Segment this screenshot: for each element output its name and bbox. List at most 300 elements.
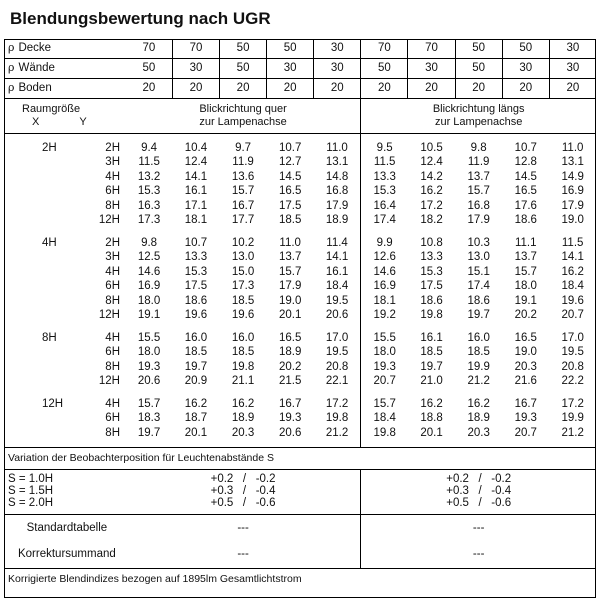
rho-value: 20 xyxy=(126,79,173,99)
ugr-value: 14.9 xyxy=(561,170,584,183)
table-row xyxy=(4,309,596,324)
ugr-value: 19.7 xyxy=(467,309,490,321)
ugr-value: 16.2 xyxy=(420,397,443,410)
ugr-value: 17.5 xyxy=(184,280,208,292)
ugr-value: 9.7 xyxy=(235,141,252,154)
ugr-value: 20.2 xyxy=(514,309,537,321)
y-value: 6H xyxy=(105,346,120,358)
x-value xyxy=(8,281,68,293)
x-value xyxy=(8,215,68,227)
ugr-value: 12.4 xyxy=(420,156,443,168)
spacing-label: S = 1.5H xyxy=(8,484,54,497)
ugr-value: 16.5 xyxy=(514,331,537,344)
ugr-value: 11.4 xyxy=(314,236,361,251)
rho-value: 50 xyxy=(267,39,314,59)
x-value xyxy=(8,428,68,440)
variation-quer: +0.2 / -0.2 xyxy=(126,474,361,486)
rho-value: 30 xyxy=(172,59,219,79)
ugr-value: 18.1 xyxy=(184,214,208,226)
rho-value: 50 xyxy=(220,39,267,59)
rho-value: 20 xyxy=(408,79,455,99)
rho-symbol: ρ xyxy=(8,41,15,55)
rho-row-decke xyxy=(4,39,596,59)
ugr-value: 16.2 xyxy=(467,397,490,410)
x-value xyxy=(8,362,68,374)
ugr-value: 14.2 xyxy=(420,170,443,183)
ugr-value: 10.4 xyxy=(184,141,208,154)
table-row xyxy=(4,141,596,156)
rho-value: 70 xyxy=(172,39,219,59)
ugr-value: 17.7 xyxy=(231,214,255,226)
ugr-value: 12.8 xyxy=(514,156,537,168)
ugr-value: 16.2 xyxy=(561,265,584,278)
y-value: 4H xyxy=(105,331,120,344)
table-row xyxy=(4,397,596,412)
ugr-value: 18.5 xyxy=(467,346,490,358)
ugr-value: 10.8 xyxy=(420,236,443,249)
rho-row-boden xyxy=(4,79,596,99)
rho-value: 50 xyxy=(126,59,173,79)
ugr-value: 14.6 xyxy=(137,265,161,278)
ugr-value: 13.2 xyxy=(137,170,161,183)
x-value: 2H xyxy=(42,141,57,154)
ugr-value: 15.7 xyxy=(467,185,490,197)
rho-label-waende: Wände xyxy=(18,62,55,75)
ugr-value: 18.2 xyxy=(420,214,443,226)
ugr-value: 19.8 xyxy=(373,426,396,439)
y-value: 4H xyxy=(105,397,120,410)
rho-value: 50 xyxy=(220,59,267,79)
y-value: 3H xyxy=(105,156,120,168)
ugr-value: 18.0 xyxy=(137,346,161,358)
rho-value: 30 xyxy=(408,59,455,79)
ugr-value: 21.6 xyxy=(514,375,537,387)
y-value: 12H xyxy=(98,214,120,226)
table-row xyxy=(4,199,596,214)
ugr-value: 11.0 xyxy=(561,141,584,154)
x-header: X xyxy=(32,116,40,128)
korrektursummand-row xyxy=(4,542,596,568)
ugr-value: 19.0 xyxy=(278,294,302,307)
ugr-value: 16.7 xyxy=(514,397,537,410)
ugr-value: 19.3 xyxy=(278,412,302,424)
rho-value: 20 xyxy=(314,79,361,99)
table-row xyxy=(4,346,596,361)
ugr-value: 20.7 xyxy=(514,426,537,439)
ugr-value: 18.6 xyxy=(420,294,443,307)
ugr-value: 19.6 xyxy=(231,309,255,321)
x-value xyxy=(8,186,68,198)
ugr-value: 20.1 xyxy=(278,309,302,321)
rho-row-waende xyxy=(4,59,596,79)
y-value: 12H xyxy=(98,309,120,321)
rho-value: 70 xyxy=(126,39,173,59)
variation-label-row xyxy=(4,447,596,469)
y-value: 6H xyxy=(105,412,120,424)
ugr-value: 12.4 xyxy=(184,156,208,168)
x-value xyxy=(8,310,68,322)
rho-value: 20 xyxy=(172,79,219,99)
spacer-row xyxy=(4,323,596,331)
ugr-value: 19.0 xyxy=(561,214,584,226)
rho-value: 30 xyxy=(314,59,361,79)
ugr-value: 16.5 xyxy=(278,185,302,197)
ugr-value: 19.6 xyxy=(561,294,584,307)
ugr-value: 13.3 xyxy=(184,251,208,263)
ugr-value: 15.7 xyxy=(137,397,161,410)
ugr-value: 14.6 xyxy=(373,265,396,278)
ugr-value: 17.2 xyxy=(420,199,443,212)
ugr-value: 15.5 xyxy=(373,331,396,344)
ugr-value: 18.1 xyxy=(373,294,396,307)
y-value: 8H xyxy=(105,360,120,373)
x-value xyxy=(8,347,68,359)
ugr-value: 17.2 xyxy=(561,397,584,410)
y-value: 2H xyxy=(105,236,120,249)
ugr-value: 21.2 xyxy=(561,426,584,439)
ugr-value: 13.0 xyxy=(467,251,490,263)
ugr-value: 18.5 xyxy=(420,346,443,358)
variation-row xyxy=(4,474,596,486)
ugr-value: 19.8 xyxy=(314,412,361,427)
ugr-value: 16.1 xyxy=(420,331,443,344)
rho-symbol: ρ xyxy=(8,81,15,95)
ugr-value: 12.5 xyxy=(137,251,161,263)
ugr-value: 18.5 xyxy=(278,214,302,226)
x-value xyxy=(8,172,68,184)
ugr-value: 10.5 xyxy=(420,141,443,154)
standardtabelle-label: Standardtabelle xyxy=(4,514,126,542)
rho-value: 70 xyxy=(361,39,408,59)
quer-header-line2: zur Lampenachse xyxy=(199,116,287,128)
ugr-value: 20.1 xyxy=(184,426,208,439)
y-value: 8H xyxy=(105,199,120,212)
ugr-value: 19.3 xyxy=(373,360,396,373)
ugr-value: 16.5 xyxy=(278,331,302,344)
ugr-value: 22.1 xyxy=(314,375,361,390)
table-row xyxy=(4,375,596,390)
ugr-value: 13.3 xyxy=(373,170,396,183)
ugr-value: 18.4 xyxy=(314,280,361,295)
table-row xyxy=(4,294,596,309)
x-value xyxy=(8,413,68,425)
ugr-value: 16.7 xyxy=(231,199,255,212)
rho-value: 30 xyxy=(267,59,314,79)
y-value: 4H xyxy=(105,265,120,278)
ugr-value: 16.1 xyxy=(314,265,361,280)
standardtabelle-laengs: --- xyxy=(361,514,596,542)
ugr-value: 13.1 xyxy=(314,156,361,171)
ugr-value: 15.7 xyxy=(231,185,255,197)
ugr-value: 20.2 xyxy=(278,360,302,373)
ugr-value: 18.6 xyxy=(514,214,537,226)
ugr-value: 17.4 xyxy=(373,214,396,226)
ugr-value: 15.3 xyxy=(184,265,208,278)
ugr-value: 20.6 xyxy=(137,375,161,387)
table-row xyxy=(4,265,596,280)
table-row xyxy=(4,156,596,171)
ugr-value: 20.9 xyxy=(184,375,208,387)
variation-label: Variation der Beobachterposition für Leuchtenabstände S xyxy=(4,447,596,469)
ugr-table xyxy=(4,39,596,591)
ugr-value: 18.9 xyxy=(231,412,255,424)
ugr-value: 18.5 xyxy=(231,294,255,307)
ugr-value: 19.5 xyxy=(314,346,361,361)
ugr-value: 19.6 xyxy=(184,309,208,321)
ugr-value: 17.2 xyxy=(314,397,361,412)
ugr-value: 19.9 xyxy=(467,360,490,373)
ugr-value: 18.5 xyxy=(231,346,255,358)
ugr-value: 21.5 xyxy=(278,375,302,387)
ugr-value: 18.0 xyxy=(514,280,537,292)
ugr-value: 17.0 xyxy=(314,331,361,346)
ugr-value: 16.8 xyxy=(314,185,361,200)
x-value: 4H xyxy=(42,236,57,249)
table-row xyxy=(4,251,596,266)
ugr-value: 19.5 xyxy=(314,294,361,309)
variation-laengs: +0.2 / -0.2 xyxy=(446,472,512,485)
ugr-value: 16.8 xyxy=(467,199,490,212)
ugr-value: 18.9 xyxy=(314,214,361,229)
ugr-value: 11.0 xyxy=(314,141,361,156)
rho-value: 30 xyxy=(502,59,549,79)
ugr-value: 10.7 xyxy=(514,141,537,154)
ugr-value: 16.9 xyxy=(561,185,584,197)
standardtabelle-row xyxy=(4,514,596,542)
ugr-value: 15.7 xyxy=(514,265,537,278)
ugr-value: 19.5 xyxy=(561,346,584,358)
ugr-value: 20.6 xyxy=(314,309,361,324)
ugr-value: 13.7 xyxy=(514,251,537,263)
rho-symbol: ρ xyxy=(8,61,15,75)
ugr-value: 11.0 xyxy=(279,236,301,249)
rho-value: 70 xyxy=(408,39,455,59)
table-row xyxy=(4,360,596,375)
ugr-value: 13.0 xyxy=(231,251,255,263)
ugr-value: 16.5 xyxy=(514,185,537,197)
ugr-value: 19.0 xyxy=(514,346,537,358)
ugr-value: 19.2 xyxy=(373,309,396,321)
variation-row xyxy=(4,486,596,498)
ugr-value: 16.0 xyxy=(231,331,255,344)
y-value: 2H xyxy=(105,141,120,154)
table-row xyxy=(4,426,596,441)
korrektursummand-quer: --- xyxy=(126,542,361,568)
y-value: 12H xyxy=(98,375,120,387)
ugr-value: 19.7 xyxy=(137,426,161,439)
laengs-header-line1: Blickrichtung längs xyxy=(432,103,525,115)
page-title: Blendungsbewertung nach UGR xyxy=(10,9,271,28)
ugr-value: 11.9 xyxy=(467,156,490,168)
ugr-value: 16.9 xyxy=(373,280,396,292)
spacing-label: S = 2.0H xyxy=(8,496,54,509)
spacer-row xyxy=(4,389,596,397)
ugr-value: 21.2 xyxy=(314,426,361,441)
ugr-value: 11.5 xyxy=(373,156,396,168)
ugr-value: 11.5 xyxy=(138,156,160,168)
ugr-value: 18.4 xyxy=(373,412,396,424)
ugr-value: 15.3 xyxy=(137,185,161,197)
table-row xyxy=(4,331,596,346)
ugr-value: 14.5 xyxy=(514,170,537,183)
column-header-row xyxy=(4,99,596,134)
rho-value: 30 xyxy=(549,59,596,79)
ugr-value: 14.1 xyxy=(561,251,584,263)
ugr-value: 17.3 xyxy=(231,280,255,292)
ugr-value: 19.7 xyxy=(184,360,208,373)
rho-value: 20 xyxy=(549,79,596,99)
x-value: 12H xyxy=(42,397,64,410)
ugr-value: 15.5 xyxy=(137,331,161,344)
ugr-value: 14.1 xyxy=(314,251,361,266)
ugr-value: 18.8 xyxy=(420,412,443,424)
ugr-value: 19.8 xyxy=(231,360,255,373)
ugr-value: 9.8 xyxy=(470,141,487,154)
ugr-value: 21.0 xyxy=(420,375,443,387)
ugr-value: 14.1 xyxy=(184,170,208,183)
rho-value: 20 xyxy=(455,79,502,99)
x-value xyxy=(8,201,68,213)
ugr-value: 18.5 xyxy=(184,346,208,358)
ugr-value: 17.1 xyxy=(184,199,208,212)
ugr-value: 18.0 xyxy=(137,294,161,307)
ugr-value: 18.6 xyxy=(184,294,208,307)
x-value xyxy=(8,376,68,388)
ugr-value: 9.8 xyxy=(141,236,158,249)
ugr-value: 10.2 xyxy=(231,236,255,249)
ugr-value: 16.7 xyxy=(278,397,302,410)
ugr-value: 17.9 xyxy=(561,199,584,212)
ugr-value: 16.4 xyxy=(373,199,396,212)
footer-note: Korrigierte Blendindizes bezogen auf 1895lm Gesamtlichtstrom xyxy=(4,568,596,591)
ugr-value: 11.9 xyxy=(232,156,254,168)
ugr-value: 18.9 xyxy=(467,412,490,424)
x-value: 8H xyxy=(42,331,57,344)
ugr-value: 20.6 xyxy=(278,426,302,439)
ugr-value: 17.9 xyxy=(314,199,361,214)
ugr-value: 18.0 xyxy=(373,346,396,358)
ugr-value: 17.0 xyxy=(561,331,584,344)
ugr-value: 13.6 xyxy=(231,170,255,183)
laengs-header-line2: zur Lampenachse xyxy=(434,116,523,128)
y-value: 8H xyxy=(105,294,120,307)
y-value: 6H xyxy=(105,280,120,292)
x-value xyxy=(8,252,68,264)
rho-label-boden: Boden xyxy=(18,82,52,95)
variation-laengs: +0.5 / -0.6 xyxy=(446,496,512,509)
ugr-value: 19.8 xyxy=(420,309,443,321)
ugr-value: 16.3 xyxy=(137,199,161,212)
ugr-value: 13.7 xyxy=(467,170,490,183)
ugr-value: 20.7 xyxy=(373,375,396,387)
ugr-value: 9.9 xyxy=(376,236,393,249)
rho-value: 20 xyxy=(267,79,314,99)
quer-header-line1: Blickrichtung quer xyxy=(199,103,287,115)
ugr-value: 20.8 xyxy=(561,360,584,373)
y-value: 4H xyxy=(105,170,120,183)
ugr-value: 17.5 xyxy=(278,199,302,212)
ugr-value: 18.6 xyxy=(467,294,490,307)
ugr-value: 12.7 xyxy=(278,156,302,168)
y-value: 8H xyxy=(105,426,120,439)
ugr-value: 15.7 xyxy=(373,397,396,410)
table-row xyxy=(4,170,596,185)
rho-value: 20 xyxy=(502,79,549,99)
ugr-value: 21.2 xyxy=(467,375,490,387)
variation-quer: +0.5 / -0.6 xyxy=(126,498,361,510)
ugr-value: 9.5 xyxy=(376,141,393,154)
ugr-value: 16.2 xyxy=(420,185,443,197)
variation-quer: +0.3 / -0.4 xyxy=(126,486,361,498)
ugr-value: 13.1 xyxy=(561,156,584,168)
ugr-value: 12.6 xyxy=(373,251,396,263)
ugr-value: 16.1 xyxy=(184,185,208,197)
ugr-value: 18.3 xyxy=(137,412,161,424)
ugr-value: 20.7 xyxy=(561,309,584,321)
ugr-value: 17.4 xyxy=(467,280,490,292)
ugr-value: 20.1 xyxy=(420,426,443,439)
ugr-value: 14.5 xyxy=(278,170,302,183)
ugr-value: 10.7 xyxy=(278,141,302,154)
table-row xyxy=(4,236,596,251)
table-row xyxy=(4,185,596,200)
ugr-value: 15.1 xyxy=(467,265,490,278)
ugr-value: 17.9 xyxy=(467,214,490,226)
ugr-value: 20.3 xyxy=(231,426,255,439)
ugr-value: 14.8 xyxy=(314,170,361,185)
ugr-value: 16.9 xyxy=(137,280,161,292)
rho-value: 30 xyxy=(314,39,361,59)
standardtabelle-quer: --- xyxy=(126,514,361,542)
y-value: 3H xyxy=(105,251,120,263)
ugr-value: 11.1 xyxy=(514,236,537,249)
ugr-value: 16.2 xyxy=(184,397,208,410)
ugr-value: 16.2 xyxy=(231,397,255,410)
ugr-value: 9.4 xyxy=(141,141,158,154)
spacing-label: S = 1.0H xyxy=(8,472,54,485)
rho-value: 30 xyxy=(549,39,596,59)
y-value: 6H xyxy=(105,185,120,197)
rho-value: 50 xyxy=(502,39,549,59)
ugr-value: 19.9 xyxy=(561,412,584,424)
table-row xyxy=(4,214,596,229)
variation-row xyxy=(4,498,596,510)
ugr-value: 20.3 xyxy=(467,426,490,439)
ugr-value: 18.7 xyxy=(184,412,208,424)
ugr-value: 16.0 xyxy=(467,331,490,344)
spacer-row xyxy=(4,228,596,236)
footer-row xyxy=(4,568,596,591)
rho-value: 50 xyxy=(455,39,502,59)
x-value xyxy=(8,157,68,169)
rho-value: 20 xyxy=(361,79,408,99)
ugr-value: 17.3 xyxy=(137,214,161,226)
ugr-value: 19.1 xyxy=(514,294,537,307)
ugr-value: 11.5 xyxy=(561,236,584,249)
ugr-value: 13.7 xyxy=(278,251,302,263)
ugr-value: 21.1 xyxy=(231,375,255,387)
ugr-value: 18.4 xyxy=(561,280,584,292)
ugr-value: 15.3 xyxy=(420,265,443,278)
rho-value: 50 xyxy=(361,59,408,79)
x-value xyxy=(8,267,68,279)
ugr-value: 17.9 xyxy=(278,280,302,292)
rho-value: 20 xyxy=(220,79,267,99)
ugr-value: 15.0 xyxy=(231,265,255,278)
ugr-value: 19.3 xyxy=(514,412,537,424)
ugr-value: 10.7 xyxy=(184,236,208,249)
korrektursummand-laengs: --- xyxy=(472,548,485,560)
